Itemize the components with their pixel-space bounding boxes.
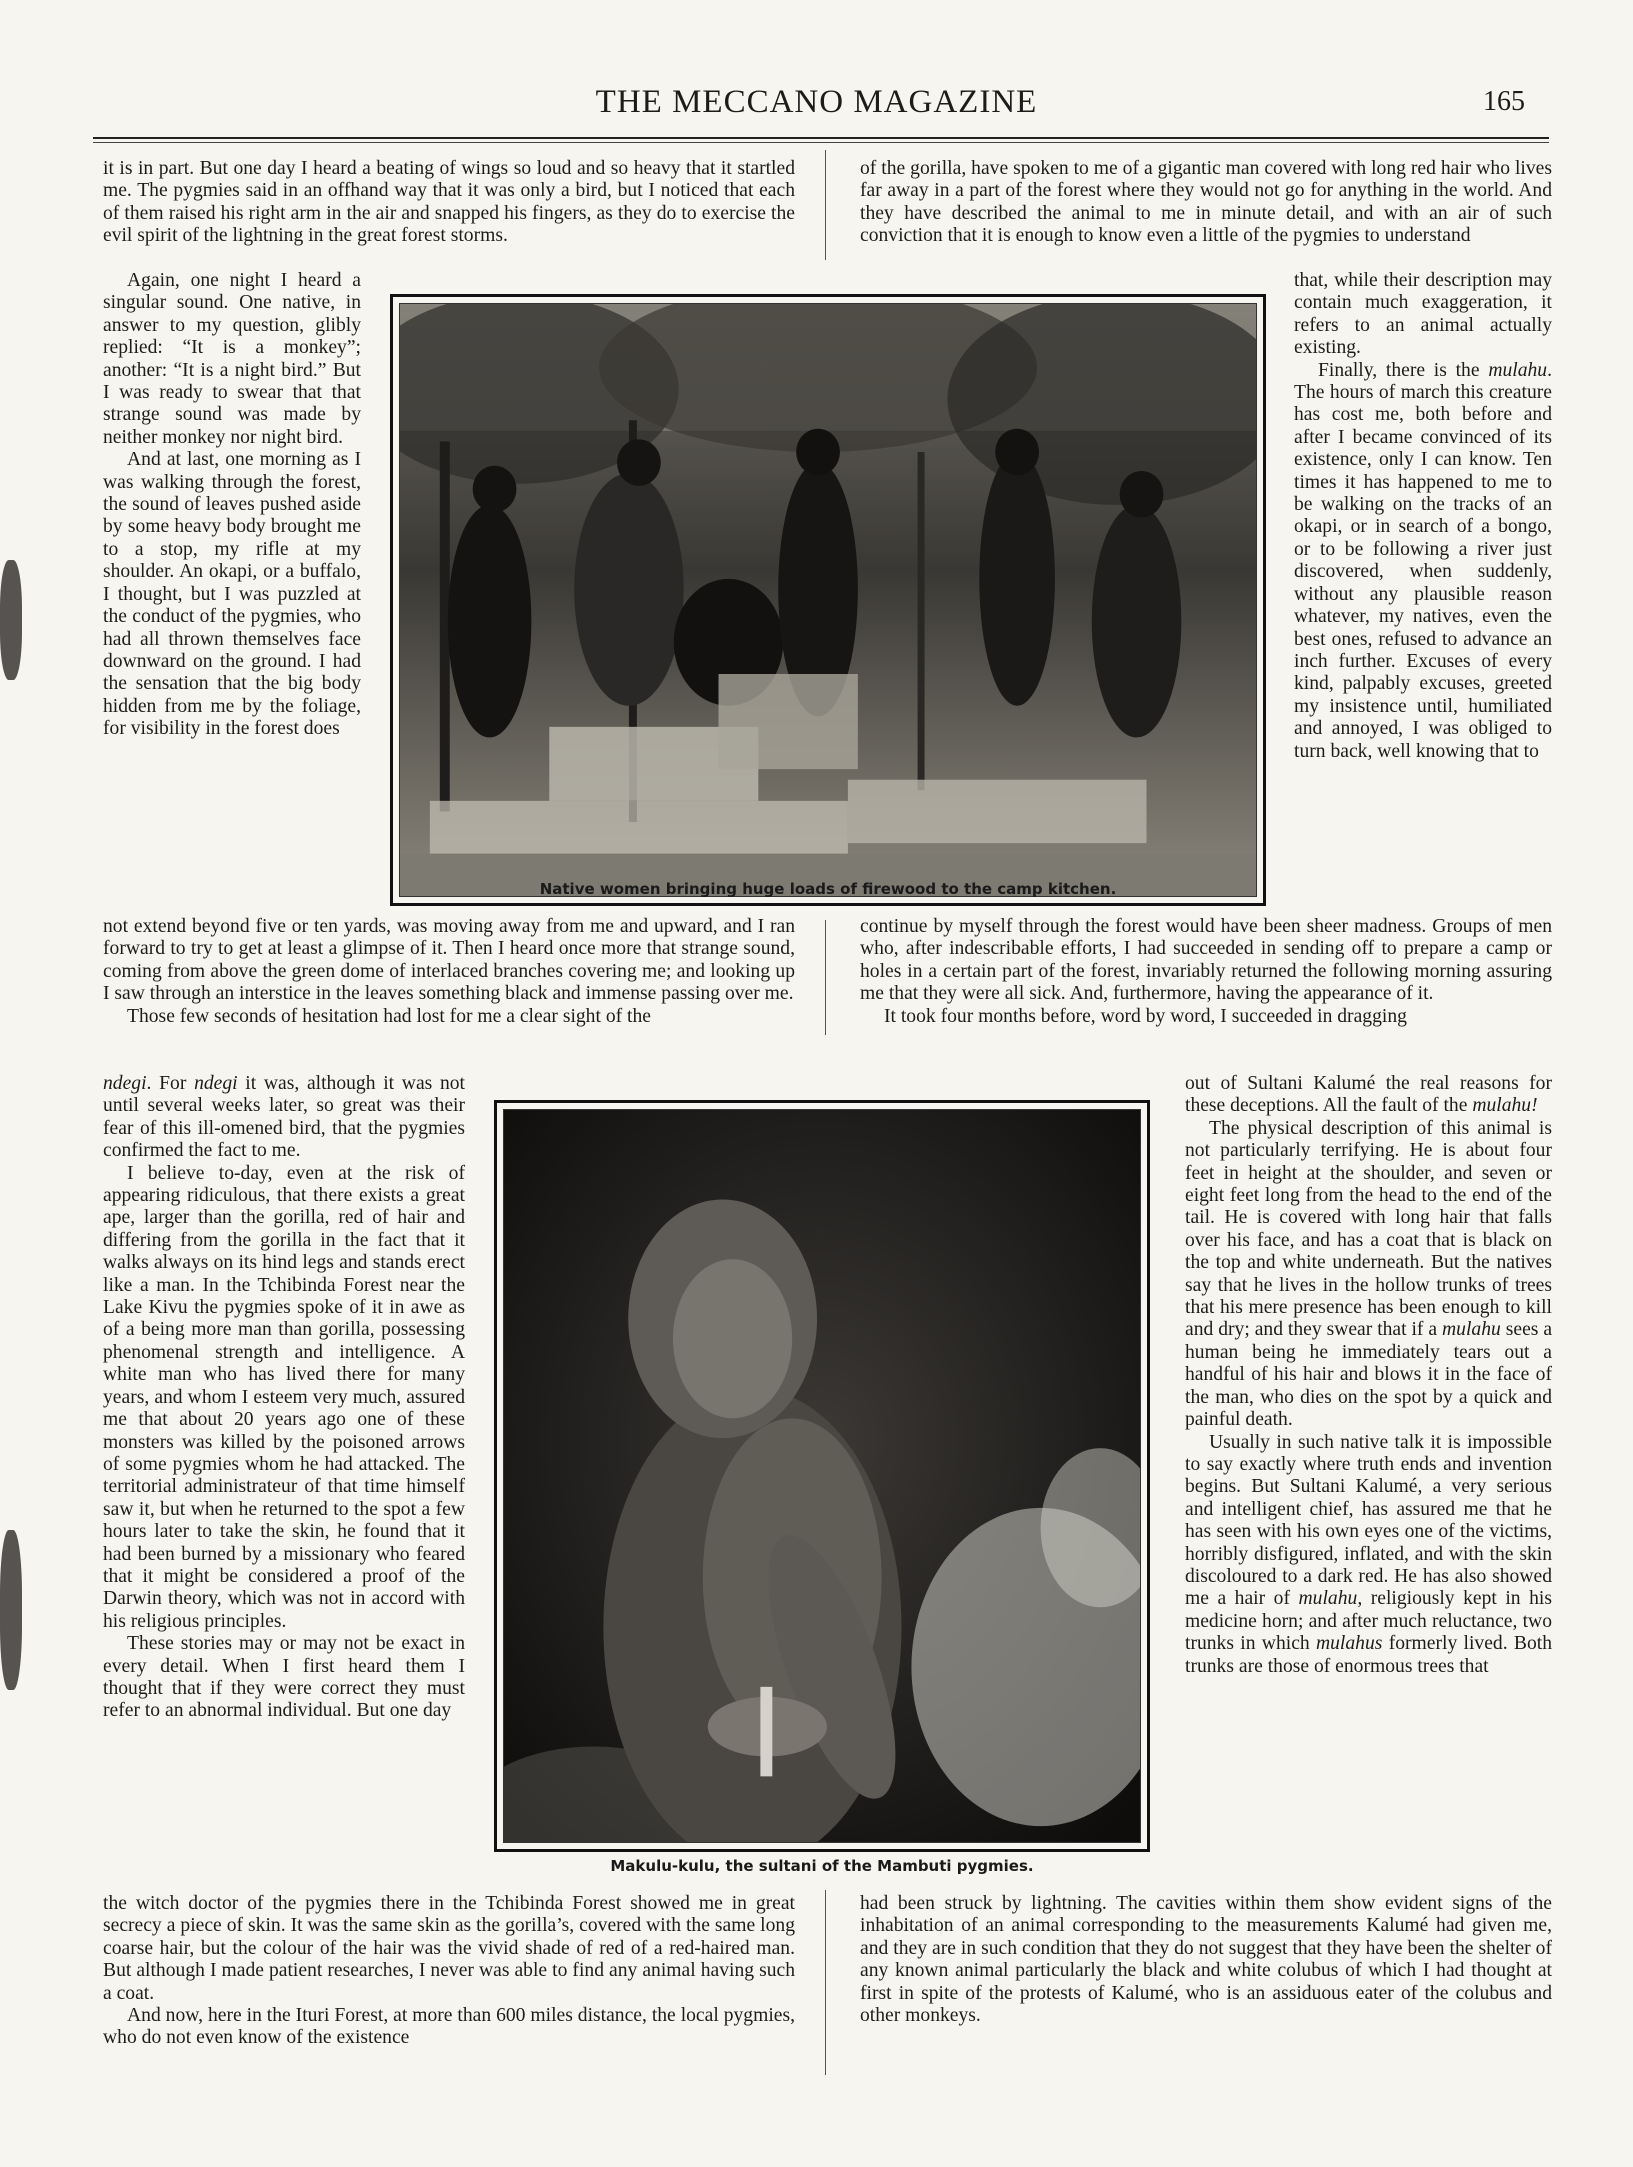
- sultani-portrait-image: [504, 1110, 1140, 1842]
- scan-binding-mark: [0, 1530, 22, 1690]
- foreign-word: mulahu: [1442, 1319, 1501, 1341]
- scan-binding-mark: [0, 560, 22, 680]
- right-text-block-bottom: [860, 1893, 1552, 2027]
- paragraph: It took four months before, word by word, I succeeded in dragging: [884, 1005, 1407, 1027]
- photo-caption-sultani: Makulu-kulu, the sultani of the Mambuti pygmies.: [610, 1857, 1034, 1875]
- paragraph: the witch doctor of the pygmies there in the Tchibinda Forest showed me in great secrecy a piece of skin. It was the same skin as the gorilla’s, covered with the same long coarse hair, but the colour of the hair was the vivid shade of red of a red-haired man. But although I made patient researches, I never was able to find any animal having such a coat.: [103, 1893, 795, 2004]
- paragraph-text: it was, although it was not until several weeks later, so great was their fear of this ill-omened bird, that the pygmies confirmed the fact to me.: [103, 1073, 465, 1162]
- paragraph: And now, here in the Ituri Forest, at more than 600 miles distance, the local pygmies, who do not even know of the existence: [103, 2005, 795, 2049]
- left-text-block-bottom: [103, 1893, 795, 2050]
- magazine-title: THE MECCANO MAGAZINE: [595, 84, 1038, 120]
- left-text-block-narrow: [103, 270, 361, 741]
- paragraph: it is in part. But one day I heard a beating of wings so loud and so heavy that it startled me. The pygmies said in an offhand way that it was only a bird, but I noticed that each of them raised his right arm in the air and snapped his fingers, as they do to exercise the evil spirit of the lightning in the great forest storms.: [103, 158, 795, 247]
- column-divider: [825, 920, 826, 1035]
- page-number: 165: [1483, 86, 1525, 117]
- paragraph: [103, 1073, 465, 1163]
- foreign-word: ndegi: [103, 1073, 147, 1094]
- header-rule: [93, 137, 1549, 139]
- paragraph-text: sees a human being he immediately tears out a handful of his hair and blows it in the face of the man, who dies on the spot by a quick and painful death.: [1185, 1319, 1553, 1431]
- firewood-scene-image: [400, 304, 1256, 896]
- paragraph: that, while their description may contain much exaggeration, it refers to an animal actually existing.: [1294, 270, 1552, 359]
- paragraph-text: Finally, there is the: [1318, 359, 1480, 381]
- photo-firewood: [390, 294, 1266, 906]
- paragraph-text: . The hours of march this creature has cost me, both before and after I became convinced of its existence, only I can know. Ten times it has happened to me to be walking on the tracks of an okapi, or in search of a bongo, or to be following a river just discovered, when suddenly, without any plausible reason whatever, my natives, even the best ones, refused to advance an inch further. Excuses of every kind, palpably excuses, greeted my insistence until, humiliated and annoyed, I was obliged to turn back, well knowing that to: [1294, 359, 1552, 762]
- paragraph: had been struck by lightning. The cavities within them show evident signs of the inhabitation of an animal corresponding to the measurements Kalumé had given me, and they are in such condition that they do not suggest that they have been the shelter of any known animal particularly the black and white colubus of which I had thought at first in spite of the protests of Kalumé, who is an assiduous eater of the colubus and other monkeys.: [860, 1893, 1552, 2027]
- right-text-block-mid: [860, 916, 1552, 1028]
- paragraph-text: The physical description of this animal is not particularly terrifying. He is about four feet in height at the shoulder, and seven or eight feet long from the head to the end of the tail. He is covered with long hair that falls over his face, and has a coat that is black on the top and white underneath. But the natives say that he lives in the hollow trunks of trees that his mere presence has been enough to kill and dry; and they swear that if a: [1185, 1117, 1552, 1341]
- left-text-block-narrow-2: [103, 1073, 465, 1723]
- paragraph: These stories may or may not be exact in every detail. When I first heard them I thought that if they were correct they must refer to an abnormal individual. But one day: [103, 1633, 465, 1722]
- foreign-word: mulahu,: [1298, 1588, 1363, 1610]
- masthead: [0, 84, 1633, 132]
- paragraph-text: . For: [146, 1073, 187, 1094]
- foreign-word: ndegi: [194, 1073, 238, 1094]
- left-text-block-top: [103, 158, 795, 248]
- foreign-word: mulahu: [1488, 359, 1548, 381]
- foreign-word: mulahu!: [1472, 1095, 1538, 1117]
- paragraph: Again, one night I heard a singular sound. One native, in answer to my question, glibly replied: “It is a monkey”; another: “It is a night bird.” But I was ready to swear that that strange sound was made by neither monkey nor night bird.: [103, 270, 361, 448]
- paragraph: And at last, one morning as I was walking through the forest, the sound of leaves pushed aside by some heavy body brought me to a stop, my rifle at my shoulder. An okapi, or a buffalo, I thought, but I was puzzled at the conduct of the pygmies, who had all thrown themselves face downward on the ground. I had the sensation that the big body hidden from me by the foliage, for visibility in the forest does: [103, 449, 361, 740]
- column-divider: [825, 150, 826, 260]
- left-text-block-mid: [103, 916, 795, 1028]
- right-text-block-top: [860, 158, 1552, 248]
- paragraph-text: Usually in such native talk it is impossible to say exactly where truth ends and invention begins. But Sultani Kalumé, a very serious and intelligent chief, has assured me that he has seen with his own eyes one of the victims, horribly disfigured, inflated, and with the skin discoloured to a dark red. He has also showed me a hair of: [1185, 1431, 1552, 1610]
- paragraph-text: out of Sultani Kalumé the real reasons for these deceptions. All the fault of the: [1185, 1073, 1552, 1117]
- paragraph: [1185, 1432, 1552, 1678]
- header-rule-thin: [93, 142, 1549, 143]
- photo-caption-firewood: Native women bringing huge loads of firewood to the camp kitchen.: [539, 880, 1117, 898]
- right-text-block-narrow: [1294, 270, 1552, 763]
- right-text-block-narrow-2: [1185, 1073, 1552, 1678]
- photo-frame: [399, 303, 1257, 897]
- paragraph: continue by myself through the forest would have been sheer madness. Groups of men who, after indescribable efforts, I had succeeded in sending off to prepare a camp or holes in a certain part of the forest, invariably returned the following morning assuring me that they were all sick. And, furthermore, having the appearance of it.: [860, 916, 1552, 1005]
- paragraph: I believe to-day, even at the risk of appearing ridiculous, that there exists a great ape, larger than the gorilla, red of hair and differing from the gorilla in the fact that it walks always on its hind legs and stands erect like a man. In the Tchibinda Forest near the Lake Kivu the pygmies spoke of it in awe as of a being more man than gorilla, possessing phenomenal strength and intelligence. A white man who has lived there for many years, and whom I esteem very much, assured me that about 20 years ago one of these monsters was killed by the poisoned arrows of some pygmies whom he had attacked. The territorial administrateur of that time himself saw it, but when he returned to the spot a few hours later to take the skin, he found that it had been burned by a missionary who feared that it might be considered a proof of the Darwin theory, which was not in accord with his religious principles.: [103, 1162, 465, 1632]
- paragraph: not extend beyond five or ten yards, was moving away from me and upward, and I ran forward to try to get at least a glimpse of it. Then I heard once more that strange sound, coming from above the green dome of interlaced branches covering me; and looking up I saw through an interstice in the leaves something black and immense passing over me.: [103, 916, 795, 1005]
- paragraph: [1185, 1073, 1552, 1118]
- paragraph: [1294, 360, 1552, 763]
- paragraph: [1185, 1118, 1552, 1432]
- paragraph-text: religiously kept in his medicine horn; and after much reluctance, two trunks in which: [1185, 1588, 1552, 1655]
- photo-frame: [503, 1109, 1141, 1843]
- column-divider: [825, 1890, 826, 2075]
- paragraph-text: Those few seconds of hesitation had lost for me a clear sight of the: [127, 1005, 651, 1027]
- photo-sultani: [494, 1100, 1150, 1852]
- paragraph-text: formerly lived. Both trunks are those of enormous trees that: [1185, 1633, 1553, 1677]
- foreign-word: mulahus: [1315, 1633, 1383, 1655]
- paragraph: [103, 1006, 795, 1028]
- paragraph: of the gorilla, have spoken to me of a gigantic man covered with long red hair who lives far away in a part of the forest where they would not go for anything in the world. And they have described the animal to me in minute detail, and with an air of such conviction that it is enough to know even a little of the pygmies to understand: [860, 158, 1552, 247]
